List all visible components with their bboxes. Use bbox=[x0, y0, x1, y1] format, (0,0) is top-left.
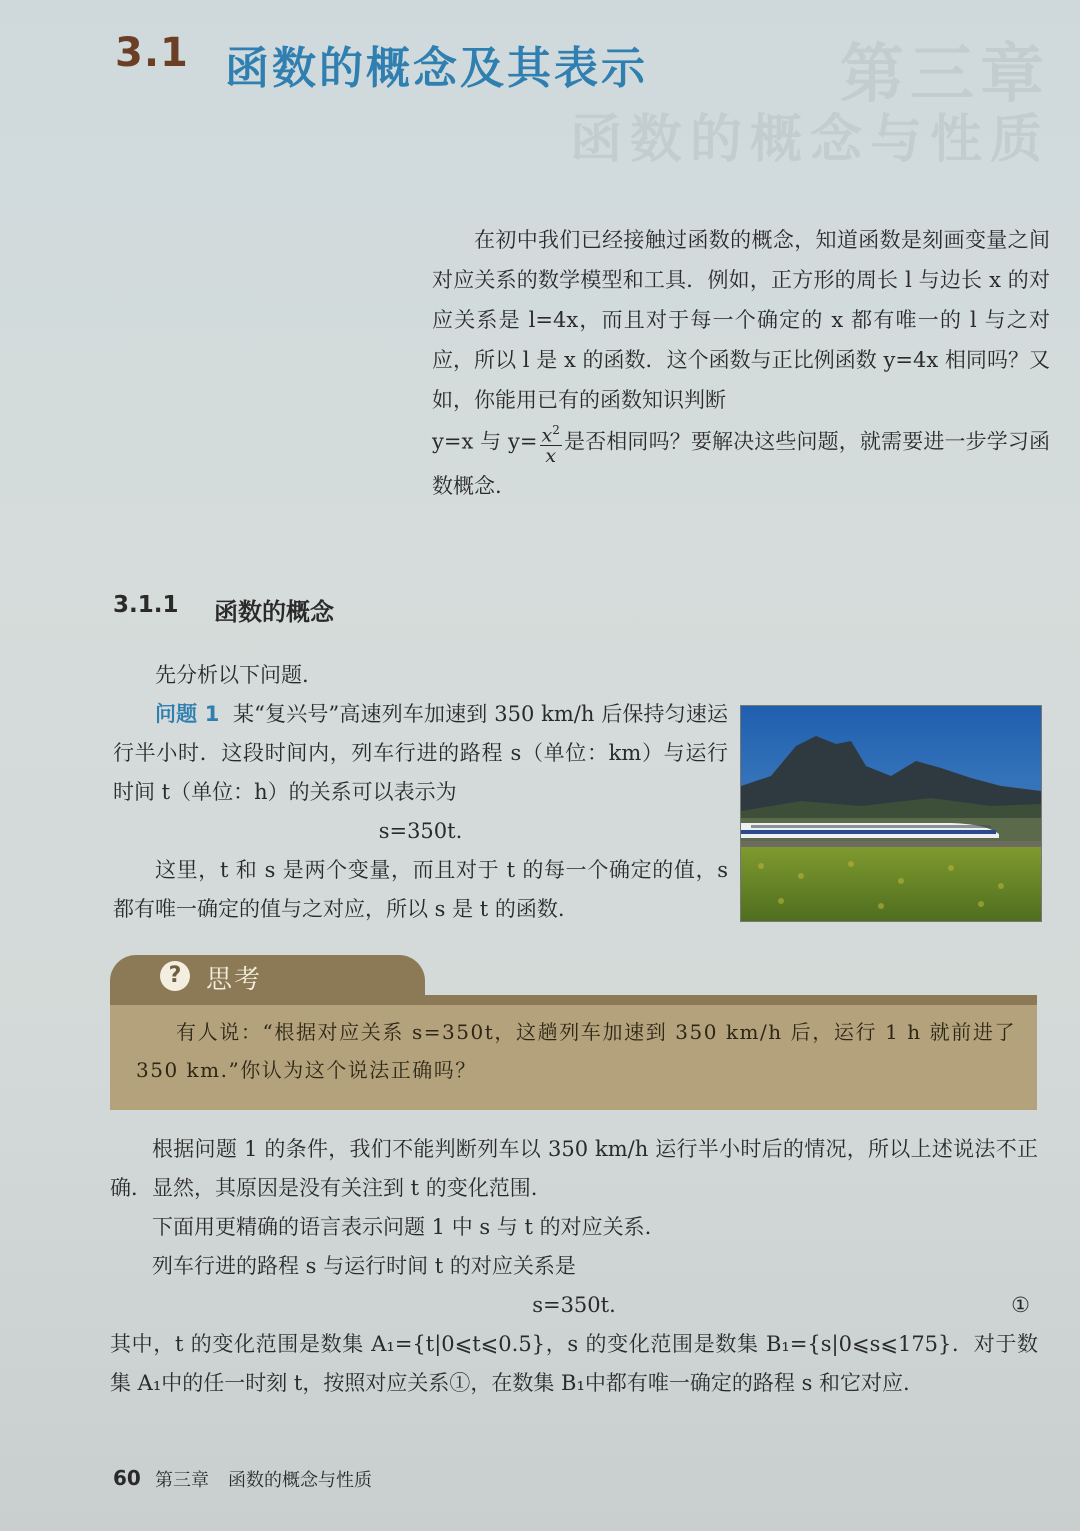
answer-formula-row bbox=[110, 1286, 1038, 1325]
intro-equation-line bbox=[432, 420, 1050, 506]
think-question: 有人说：“根据对应关系 s=350t，这趟列车加速到 350 km/h 后，运行 1 h 就前进了 350 km.”你认为这个说法正确吗？ bbox=[136, 1020, 1016, 1082]
answer-paragraph-4: 其中，t 的变化范围是数集 A₁={t|0⩽t⩽0.5}，s 的变化范围是数集 B₁={s|0⩽s⩽175}．对于数集 A₁中的任一时刻 t，按照对应关系①，在数集 B₁中都有唯一确定的路程 s 和它对应. bbox=[110, 1332, 1038, 1395]
subsection-title: 函数的概念 bbox=[214, 598, 334, 626]
problem-explanation: 这里，t 和 s 是两个变量，而且对于 t 的每一个确定的值，s 都有唯一确定的值与之对应，所以 s 是 t 的函数. bbox=[113, 858, 728, 921]
answer-formula: s=350t. bbox=[532, 1293, 616, 1317]
problem-lead: 先分析以下问题. bbox=[155, 663, 309, 687]
problem-statement bbox=[113, 695, 728, 812]
subsection-number: 3.1.1 bbox=[113, 592, 179, 618]
think-text bbox=[136, 1013, 1016, 1089]
answer-paragraph-3: 列车行进的路程 s 与运行时间 t 的对应关系是 bbox=[152, 1254, 576, 1278]
problem-formula: s=350t. bbox=[378, 819, 463, 843]
intro-eq-right: 是否相同吗？要解决这些问题，就需要进一步学习函数概念. bbox=[432, 429, 1050, 499]
footer-chapter-title: 函数的概念与性质 bbox=[228, 1470, 372, 1491]
fraction-denominator: x bbox=[545, 445, 557, 468]
section-title: 函数的概念及其表示 bbox=[225, 43, 648, 94]
page-number: 60 bbox=[113, 1466, 141, 1490]
answer-block bbox=[110, 1130, 1038, 1403]
think-band bbox=[110, 995, 1037, 1005]
intro-text: 在初中我们已经接触过函数的概念，知道函数是刻画变量之间对应关系的数学模型和工具．例如，正方形的周长 l 与边长 x 的对应关系是 l=4x，而且对于每一个确定的 x 都有唯一的 l 与之对应，所以 l 是 x 的函数．这个函数与正比例函数 y=4x 相同吗？又如，你能用已有的函数知识判断 bbox=[432, 228, 1050, 412]
fraction-x2-over-x bbox=[540, 420, 562, 466]
train-photo-illustration bbox=[741, 706, 1041, 921]
think-title: 思考 bbox=[206, 965, 263, 995]
formula-tag: ① bbox=[1011, 1293, 1030, 1317]
watermark-line-2: 函数的概念与性质 bbox=[569, 110, 1050, 170]
fraction-exponent: 2 bbox=[552, 423, 560, 437]
high-speed-train-photo bbox=[740, 705, 1042, 922]
question-mark-icon: ? bbox=[160, 961, 190, 991]
fraction-numerator: x bbox=[541, 424, 553, 447]
problem-label: 问题 1 bbox=[155, 702, 220, 726]
footer-chapter: 第三章 bbox=[155, 1470, 209, 1491]
section-number: 3.1 bbox=[115, 30, 189, 76]
answer-paragraph-2: 下面用更精确的语言表示问题 1 中 s 与 t 的对应关系. bbox=[152, 1215, 652, 1239]
problem-block bbox=[113, 656, 728, 929]
problem-text: 某“复兴号”高速列车加速到 350 km/h 后保持匀速运行半小时．这段时间内，列车行进的路程 s（单位：km）与运行时间 t（单位：h）的关系可以表示为 bbox=[113, 702, 728, 804]
intro-paragraph bbox=[432, 220, 1050, 506]
intro-eq-left: y=x 与 y= bbox=[432, 429, 538, 454]
answer-paragraph-1: 根据问题 1 的条件，我们不能判断列车以 350 km/h 运行半小时后的情况，所以上述说法不正确．显然，其原因是没有关注到 t 的变化范围. bbox=[110, 1137, 1038, 1200]
think-box bbox=[110, 955, 1037, 1110]
think-tab bbox=[110, 955, 425, 1000]
watermark-line-1: 第三章 bbox=[840, 38, 1050, 112]
